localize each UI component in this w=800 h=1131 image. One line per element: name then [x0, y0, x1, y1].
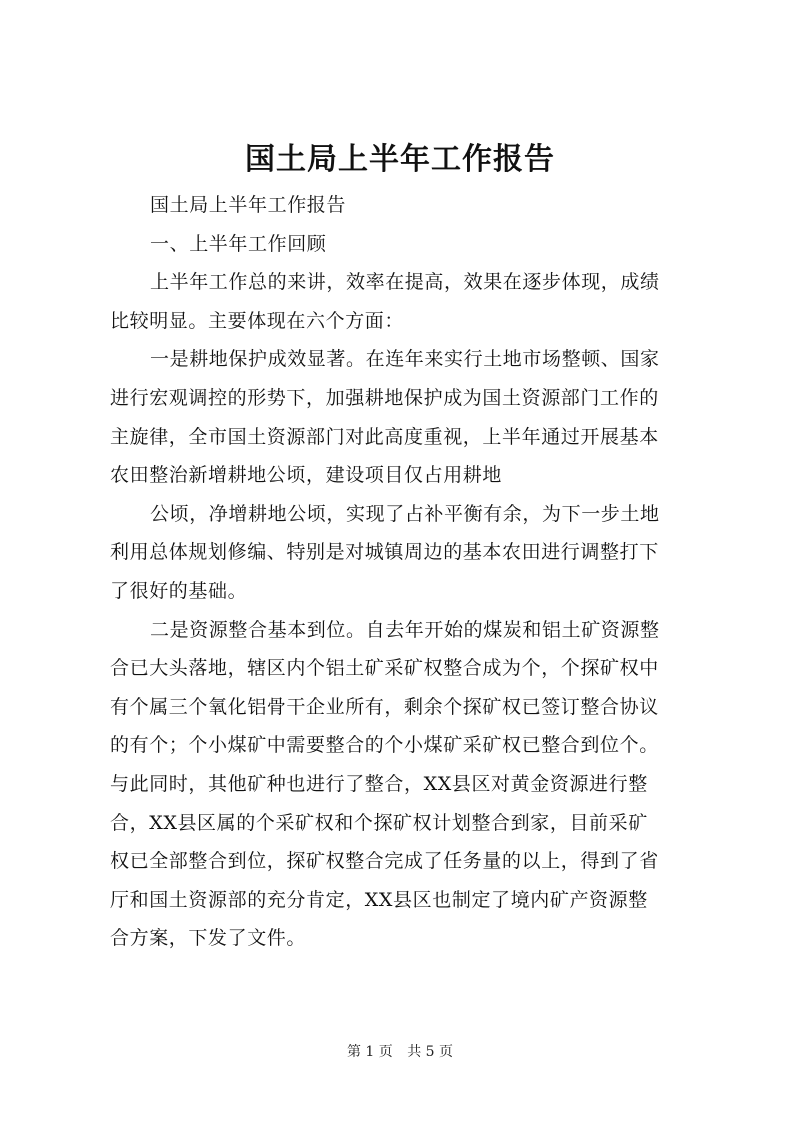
page-total: 共 5 页 [407, 1044, 454, 1060]
text-line: 与此同时，其他矿种也进行了整合，XX县区对黄金资源进行整 [110, 772, 648, 795]
document-title: 国土局上半年工作报告 [245, 142, 555, 177]
text-line: 合，XX县区属的个采矿权和个探矿权计划整合到家，目前采矿 [110, 811, 648, 834]
page-number: 第 1 页 [346, 1044, 393, 1060]
text-line: 合方案，下发了文件。 [110, 927, 307, 950]
text-line: 了很好的基础。 [110, 579, 248, 602]
text-line: 的有个；个小煤矿中需要整合的个小煤矿采矿权已整合到位个。 [110, 734, 659, 757]
page-footer [0, 1042, 800, 1062]
text-line: 一是耕地保护成效显著。在连年来实行土地市场整顿、国家 [150, 348, 660, 371]
text-line: 权已全部整合到位，探矿权整合完成了任务量的以上，得到了省 [110, 850, 659, 873]
text-line: 比较明显。主要体现在六个方面： [110, 309, 405, 332]
document-body [110, 186, 710, 958]
text-line: 国土局上半年工作报告 [150, 194, 347, 216]
text-line: 主旋律，全市国土资源部门对此高度重视，上半年通过开展基本 [110, 425, 659, 448]
text-line: 农田整治新增耕地公顷，建设项目仅占用耕地 [110, 464, 503, 487]
text-line: 有个属三个氧化铝骨干企业所有，剩余个探矿权已签订整合协议 [110, 695, 659, 718]
text-line: 二是资源整合基本到位。自去年开始的煤炭和铝土矿资源整 [150, 618, 660, 641]
text-line: 合已大头落地，辖区内个铝土矿采矿权整合成为个，个探矿权中 [110, 657, 659, 680]
text-line: 进行宏观调控的形势下，加强耕地保护成为国土资源部门工作的 [110, 386, 659, 409]
text-line: 厅和国土资源部的充分肯定，XX县区也制定了境内矿产资源整 [110, 888, 648, 911]
text-line: 利用总体规划修编、特别是对城镇周边的基本农田进行调整打下 [110, 541, 659, 564]
text-line: 上半年工作总的来讲，效率在提高，效果在逐步体现，成绩 [150, 271, 660, 294]
text-line: 公顷，净增耕地公顷，实现了占补平衡有余，为下一步土地 [150, 502, 660, 525]
text-line: 一、上半年工作回顾 [150, 232, 327, 255]
